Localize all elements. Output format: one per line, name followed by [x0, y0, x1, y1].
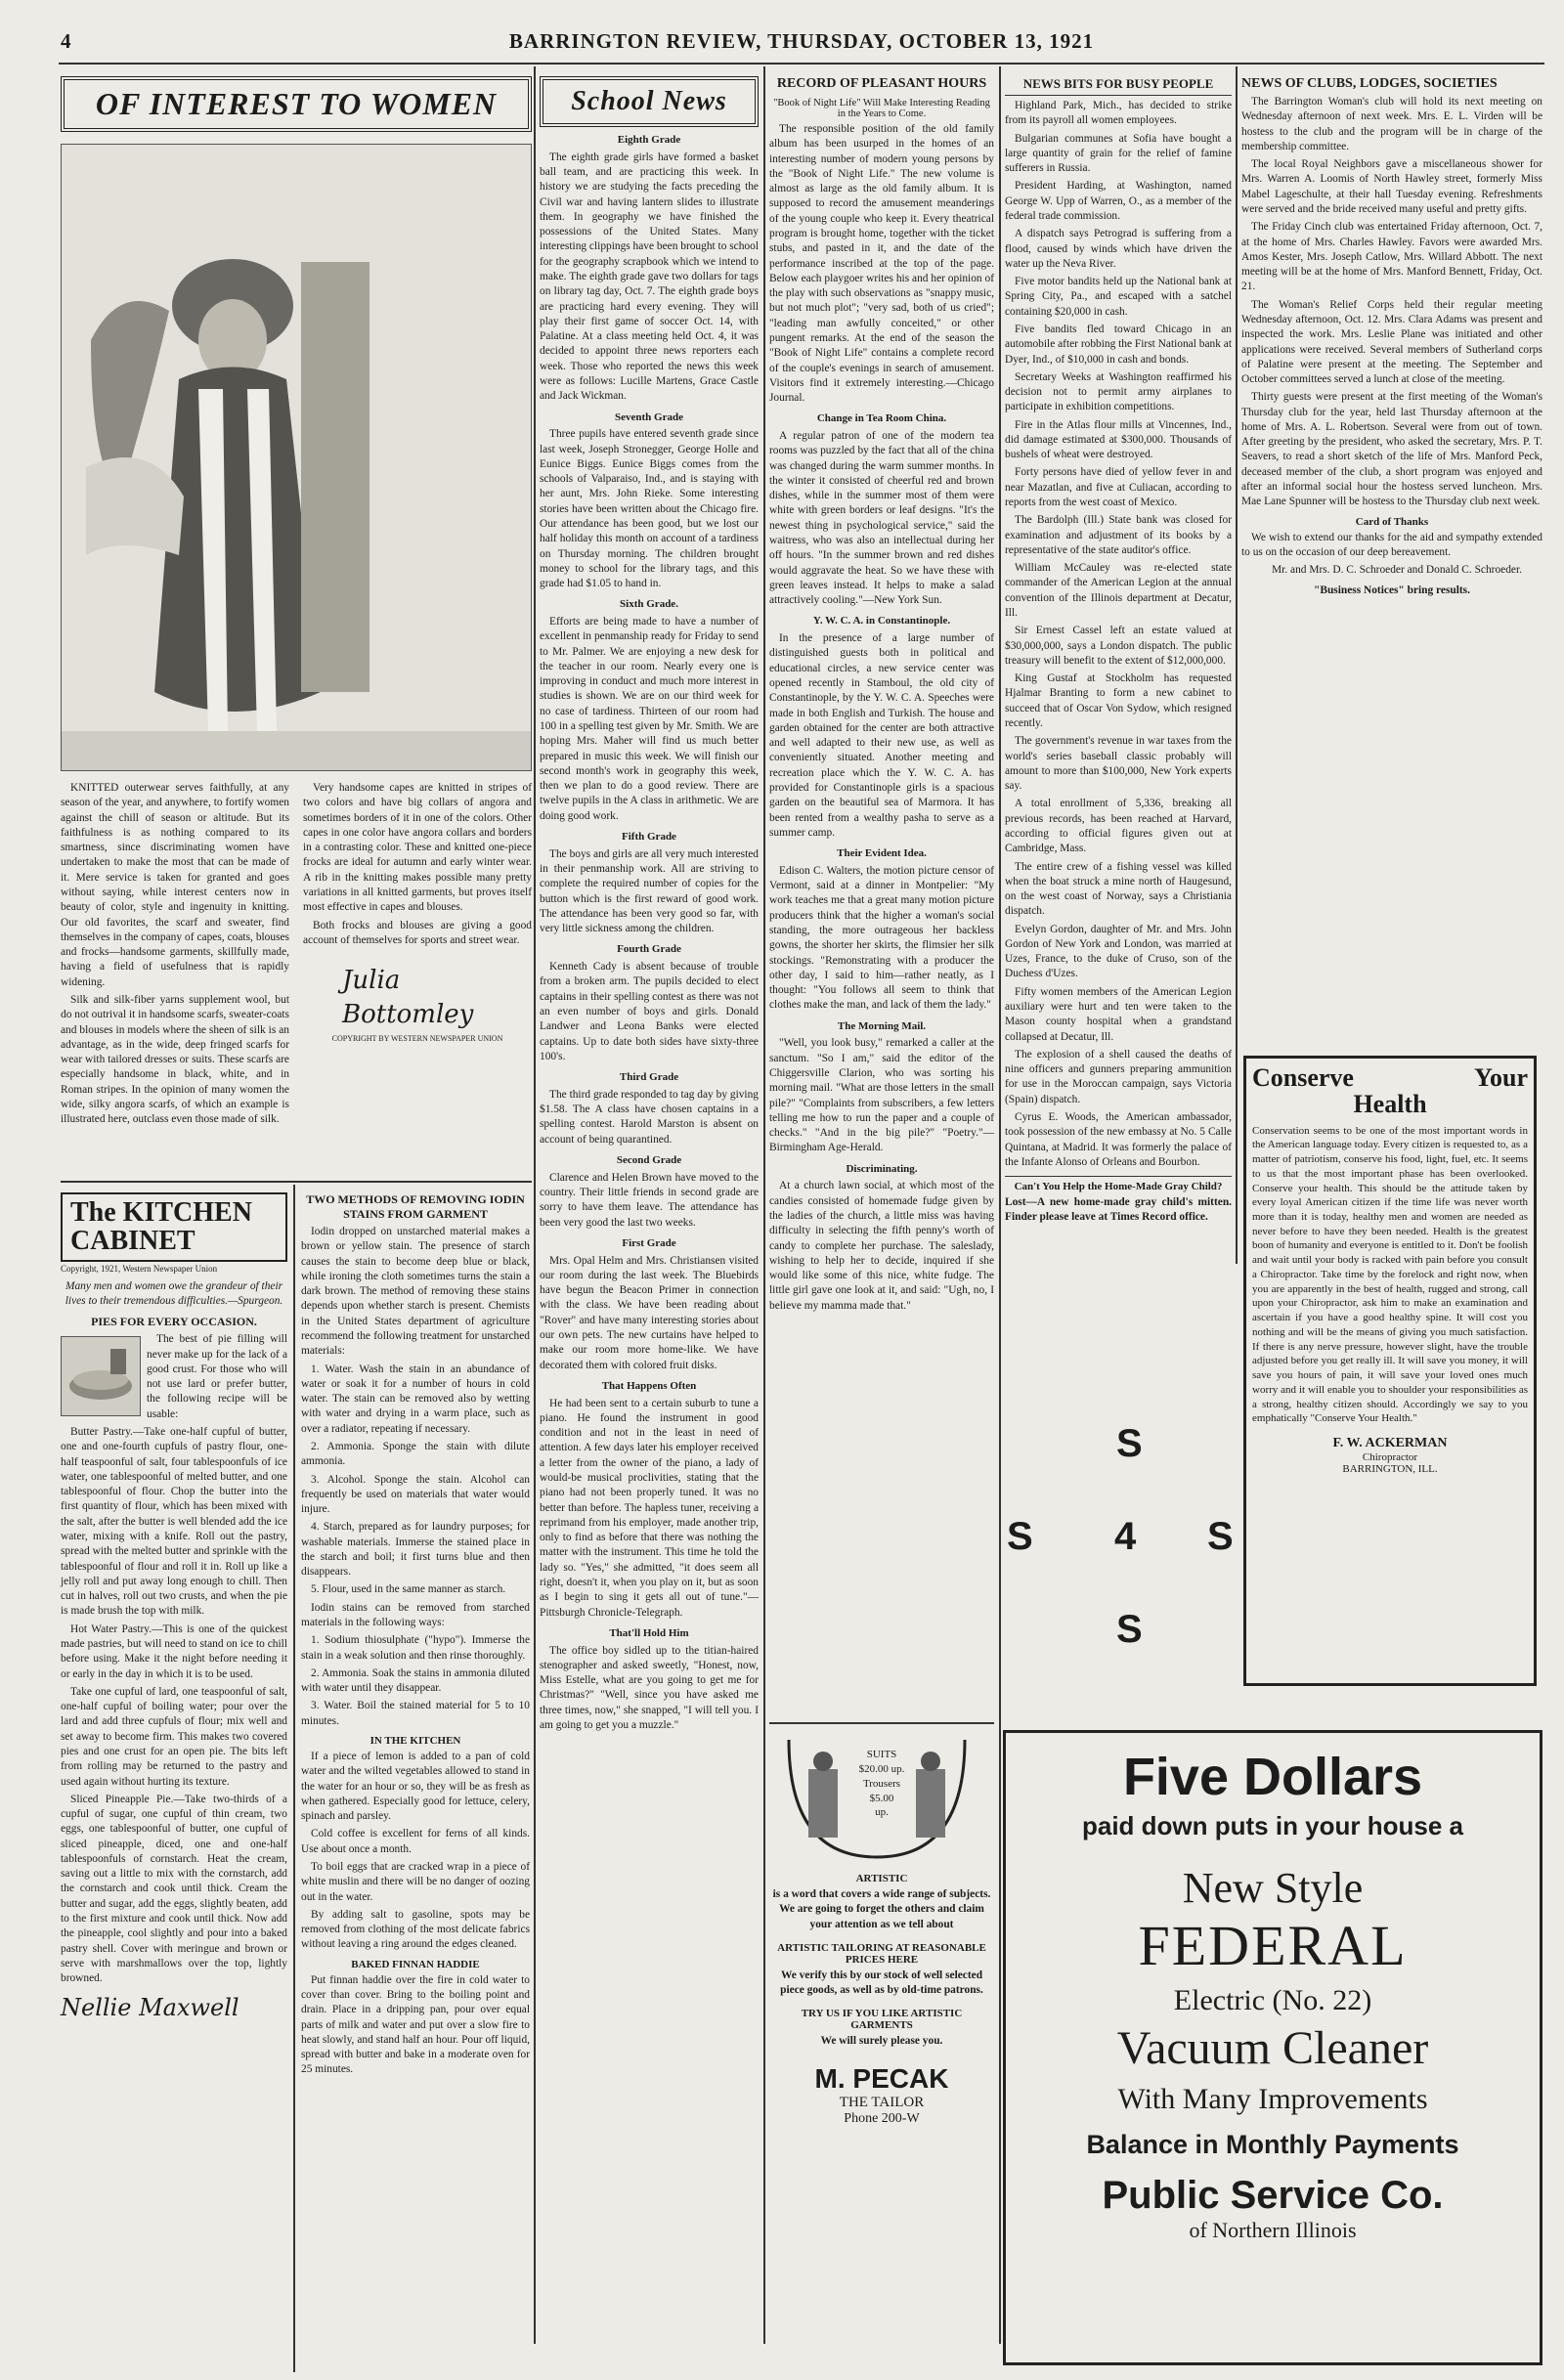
logo-line: The KITCHEN — [70, 1197, 252, 1228]
paragraph: Butter Pastry.—Take one-half cupful of butter, one and one-fourth cupfuls of pastry flour, one-half teaspoonful of salt, four tablespoonfuls of ice water, one tablespoonful of melted butter, and one tablespoonful of flour. Chop the butter into the first quantity of flour, which has been mixed with the salt, after the butter is well blended add the ice water, mixing with a knife. Roll out the pastry, spread with the melted butter and sprinkle with the tablespoonful of flour and roll it in. Roll up like a jelly roll and put away long enough to chill. Then cut in halves, roll out two crusts, and when the pie is made brush the top with milk. — [61, 1426, 287, 1618]
paragraph: Iodin dropped on unstarched material makes a brown or yellow stain. The presence of starch causes the stain to become deep blue or black, while ironing the cloth sometimes turns the stain a dark brown. The method of removing these stains depends upon whether starch is present. Chemists in the United States department of agriculture recommend the following treatment for unstarched materials: — [301, 1226, 530, 1358]
woman-with-scarf-image — [62, 145, 531, 770]
finnan-text — [301, 1973, 530, 2078]
heading: Y. W. C. A. in Constantinople. — [812, 615, 951, 627]
tailor-title: THE TAILOR — [839, 2094, 925, 2110]
paragraph: Evelyn Gordon, daughter of Mr. and Mrs. John Gordon of New York and London, was married at Uzes, France, to the duke of Cruso, son of the Duchess d'Uzes. — [1005, 923, 1232, 980]
ad-line: Public Service Co. — [1102, 2174, 1444, 2217]
paragraph: Sliced Pineapple Pie.—Take two-thirds of a cupful of sugar, one cupful of thin cream, two eggs, one tablespoonful of butter, one cupful of sliced pineapple, diced, one and one-half tablespoonfuls of cornstarch. Heat the cream, saving out a little to mix with the cornstarch, add the cornstarch and cook until thick. Cream the butter and sugar, add the eggs, slightly beaten, add to the first mixture and cook until thick. Now add the pineapple, cool slightly and pour into a baked pastry shell. Cover with meringue and brown or serve with marshmallows over the top, lightly browned. — [61, 1793, 287, 1985]
sign-text: $20.00 up. — [858, 1762, 905, 1775]
column-rule — [534, 66, 536, 2344]
paragraph: 5. Flour, used in the same manner as starch. — [311, 1583, 506, 1596]
grade-heading: Sixth Grade. — [620, 598, 678, 611]
paragraph: The third grade responded to tag day by giving $1.58. The A class have chosen captains in a spelling contest. Harold Marston is absent on account of being quarantined. — [540, 1088, 759, 1146]
thanks-text — [1241, 531, 1542, 579]
s4s-letter: S — [1007, 1515, 1033, 1558]
grade-heading: Fifth Grade — [622, 831, 676, 844]
ad-line: Five Dollars — [1122, 1748, 1423, 1806]
subheading: TRY US IF YOU LIKE ARTISTIC GARMENTS — [801, 2008, 963, 2032]
paragraph: We wish to extend our thanks for the aid and sympathy extended to us on the occasion of our deep bereavement. — [1241, 531, 1542, 558]
heading: NEWS BITS FOR BUSY PEOPLE — [1005, 76, 1232, 96]
paragraph: 3. Alcohol. Sponge the stain. Alcohol can frequently be used on materials that water would injure. — [301, 1473, 530, 1516]
paragraph: A total enrollment of 5,336, breaking all previous records, has been reached at Harvard, according to official figures given out at Cambridge, Mass. — [1005, 798, 1232, 855]
lost-notice: Lost—A new home-made gray child's mitten. Finder please leave at Times Record office. — [1005, 1196, 1232, 1224]
paragraph: A dispatch says Petrograd is suffering from a flood, caused by winds which have driven the water up the Neva River. — [1005, 228, 1232, 270]
paragraph: The eighth grade girls have formed a basket ball team, and are practicing this week. In history we are studying the facts preceding the Civil war and having lantern slides to illustrate them. In geography we have finished the possessions of the United States. Many interesting clippings have been brought to school for the geography scrapbook which we intend to make. The eighth grade gave two dollars for tags on library tag day, Oct. 7. The eighth grade boys are practicing hard every evening. They will play their first game of soccer Oct. 14, with Palatine. At a class meeting held Oct. 4, it was decided to appoint three news reporters each week. Those who reported the news this week were as follows: Lucille Martens, Grace Castle and Jack Wickman. — [540, 151, 759, 403]
paragraph: Mrs. Opal Helm and Mrs. Christiansen visited our room during the last week. The Bluebirds have begun the Beacon Primer in connection with the class. We have been reading about "Rover" and have many interesting stories about our own pets. The new curtains have helped to make our room more home-like. We have decorated them with colored fruit disks. — [540, 1254, 759, 1371]
s4s-letter: S — [1207, 1515, 1234, 1558]
kitchen-cabinet-section — [61, 1192, 287, 2370]
ad-title — [1252, 1064, 1528, 1091]
paragraph: Silk and silk-fiber yarns supplement wool, but do not outrival it in handsome scarfs, sweater-coats and blouses in models where the sheen of silk is an advantage, as in the wide, deep fringed scarfs for wear with tailored dresses or suits. These scarfs are especially handsome in black, white, and in Roman stripes. In the opinion of many women the wide, silky angora scarfs, of which an example is illustrated here, outclass even those made of silk. — [61, 993, 289, 1126]
paragraph: President Harding, at Washington, named George W. Upp of Warren, O., as a member of the federal trade commission. — [1005, 180, 1232, 222]
section-title: OF INTEREST TO WOMEN — [61, 76, 532, 132]
paragraph: The local Royal Neighbors gave a miscellaneous shower for Mrs. Warren A. Loomis of North Hawley street, formerly Miss Mabel Lageschulte, at their hall Tuesday evening. Refreshments were served and the bride received many useful and pretty gifts. — [1241, 158, 1542, 215]
s4s-ad — [1007, 1422, 1232, 1686]
pecak-tailor-ad — [769, 1722, 994, 2369]
pie-icon — [61, 1336, 141, 1416]
copyright-line: COPYRIGHT BY WESTERN NEWSPAPER UNION — [331, 1033, 503, 1043]
sign-text: Trousers — [862, 1777, 901, 1790]
paragraph: Secretary Weeks at Washington reaffirmed his decision not to permit army airplanes to participate in exhibition competitions. — [1005, 370, 1232, 413]
signature: Nellie Maxwell — [61, 1994, 239, 2022]
paragraph: Hot Water Pastry.—This is one of the quickest made pastries, but will need to stand on ice to chill before using. Make it the night before needing it or early in the day in which it is to be used. — [61, 1623, 287, 1680]
clubs-section — [1241, 76, 1542, 1015]
paragraph: The Woman's Relief Corps held their regular meeting Wednesday afternoon, Oct. 12. Mrs. Clara Adams was present and inspected the work. Mrs. Leslie Plane was initiated and other applications were received. Several members of Sutherland corps of Palatine were present at the meeting. The September and October committees served a lunch at close of the meeting. — [1241, 298, 1542, 386]
tailor-name: M. PECAK — [814, 2062, 949, 2094]
heading: TWO METHODS OF REMOVING IODIN STAINS FROM GARMENT — [306, 1192, 525, 1221]
heading: NEWS OF CLUBS, LODGES, SOCIETIES — [1241, 76, 1498, 91]
paragraph: At a church lawn social, at which most of the candies consisted of homemade fudge given by the ladies of the church, a little miss was having difficulty in selecting the fifth penny's worth of candy to complete her purchase. The saleslady, wishing to help her to decide, inquired if she would like some of this nice, white fudge. The little girl gave one look at it, and said: "Ugh, no, I believe my mamma made that." — [769, 1180, 994, 1312]
paragraph: Efforts are being made to have a number of excellent in penmanship ready for Friday to send to Mr. Palmer. We are enjoying a new desk for the teacher in our room. Nearly every one is improving in conduct and much more interest in studies is shown. We are on our third week for no case of tardiness. Thirteen of our room had 100 in a spelling test given by Mr. Smith. We are hoping Mrs. Maher will find us much better prepared in music this week. We will finish our second month's work in geography this week, then we plan to do a good review. There are twelve pupils in the A class in arithmetic. We are doing good work. — [540, 616, 759, 822]
school-news-section — [540, 76, 759, 2368]
paragraph: Forty persons have died of yellow fever in and near Mazatlan, and five at Culiacan, according to reports from the west coast of Mexico. — [1005, 466, 1232, 509]
paragraph: Clarence and Helen Brown have moved to the country. Their little friends in second grade are sorry to have them leave. The attendance has been very good the last two weeks. — [540, 1171, 759, 1229]
suit-price-sign — [849, 1748, 914, 1820]
paragraph: Five bandits fled toward Chicago in an automobile after robbing the First National bank at Dyer, Ind., of $10,000 in cash and bonds. — [1005, 323, 1232, 366]
paragraph: 1. Sodium thiosulphate ("hypo"). Immerse the stain in a weak solution and then rinse thoroughly. — [301, 1634, 530, 1662]
news-bits-section — [1005, 76, 1232, 1224]
page-number: 4 — [61, 29, 71, 53]
conserve-health-ad — [1243, 1056, 1537, 1686]
paragraph: Five motor bandits held up the National bank at Spring City, Pa., and escaped with a satchel containing $20,000 in cash. — [1005, 276, 1232, 318]
masthead: BARRINGTON REVIEW, THURSDAY, OCTOBER 13, 1921 — [508, 29, 1095, 53]
paragraph: King Gustaf at Stockholm has requested Hjalmar Branting to form a new cabinet to succeed that of Oscar Von Sydow, which resigned recently. — [1005, 672, 1232, 729]
heading: Can't You Help the Home-Made Gray Child? — [1005, 1176, 1232, 1192]
ad-text: Conservation seems to be one of the most important words in the American language today. Every citizen is requested to, as a matter of patriotism, conserve his food, light, fuel, etc. It seems to us that the most important phase has been overlooked. Conserve your health. This should be the attitude taken by every loyal American citizen if the time life was never worth more than it is today, healthy men and women are needed as never before to have they been needed. Health is the greatest boon of humanity and everyone is entitled to it. Don't be foolish and wait until your body is racked with pain before you consult a Chiropractor. Take time by the forelock and right now, when you are apparently in the best of health, rugged and strong, call upon your Chiropractor, ask him to make an examination and ascertain if you have a good healthy spine. It will cost you nothing and will be the means of giving you much satisfaction. If there is any nerve pressure, however slight, have the trouble adjusted before you get really ill. It will save you money, it will save you hours of pain, it will save your loved ones much worry and it will enable you to shoulder your responsibilities as a strong, healthy citizen should. Accordingly we say to you emphatically "Conserve Your Health." — [1252, 1124, 1528, 1425]
column-rule — [999, 66, 1001, 2344]
masthead-rule — [59, 63, 1544, 65]
paragraph: A regular patron of one of the modern tea rooms was puzzled by the fact that all of the china was changed during the warm summer months. In the winter it consisted of cheerful red and brown dishes, while in the summer most of them were white with green borders or leaf designs. "It's the newest thing in psychological service," said the waitress, who was also an intellectual during her off hours. "In the summer brown and red dishes would aggravate the heat. So we have these with green leaves instead. It helps to make a salad attractively cooling."—New York Sun. — [769, 430, 994, 607]
paragraph: 1. Water. Wash the stain in an abundance of water or soak it for a number of hours in cold water. The stain can be removed also by wetting with water and drying in a warm place, such as over a radiator, repeating if necessary. — [301, 1363, 530, 1435]
paragraph: Iodin stains can be removed from starched materials in the following ways: — [301, 1601, 530, 1629]
chiropractor-town: BARRINGTON, ILL. — [1342, 1463, 1438, 1476]
paragraph: Both frocks and blouses are giving a good account of themselves for sports and street wear. — [303, 919, 532, 946]
in-kitchen-text — [301, 1750, 530, 1953]
kitchen-cabinet-logo — [61, 1192, 287, 1262]
paragraph: Mr. and Mrs. D. C. Schroeder and Donald C. Schroeder. — [1272, 564, 1522, 577]
paragraph: 2. Ammonia. Soak the stains in ammonia diluted with water until they disappear. — [301, 1666, 530, 1695]
paragraph: Three pupils have entered seventh grade since last week, Joseph Stronegger, George Holle and Eunice Biggs. Eunice Biggs comes from the schools of Valparaiso, Ind., and is staying with her aunt, Mrs. John Rieke. Some interesting stories have been written about the Chicago fire. Our attendance has been good, but we lost our half holiday this month on account of a tardiness on Thursday morning. The children brought money to school for the library tags, and this grade had $1.05 to hand in. — [540, 428, 759, 590]
women-text-right — [303, 781, 532, 1130]
heading: Card of Thanks — [1355, 515, 1429, 528]
heading: BAKED FINNAN HADDIE — [351, 1958, 480, 1970]
ad-line: Electric (No. 22) — [1173, 1984, 1372, 2016]
section-title: School News — [540, 76, 759, 127]
phone-number: Phone 200-W — [844, 2110, 920, 2126]
s4s-letter: S — [1116, 1608, 1143, 1651]
news-bits-text — [1005, 99, 1232, 1170]
paragraph: Cold coffee is excellent for ferns of all kinds. Use about once a month. — [301, 1828, 530, 1855]
paragraph: "Well, you look busy," remarked a caller at the sanctum. "So I am," said the editor of the Chiggersville Clarion, who was sorting his morning mail. "What are those letters in the small pile?" "Complaints from subscribers, a few letters telling me how to run the paper and a couple of checks." "And in the big pile?" "Poetry."—Birmingham Age-Herald. — [769, 1037, 994, 1154]
signature: Julia Bottomley — [342, 966, 474, 1029]
paragraph: Highland Park, Mich., has decided to strike from its payroll all women employees. — [1005, 100, 1232, 127]
paragraph: Kenneth Cady is absent because of trouble from a broken arm. The pupils decided to elect captains in their spelling contest as there was not an even number of boys and girls. Donald Landwer and Leona Banks were elected captains. Up to date both sides have sixty-three 100's. — [540, 961, 759, 1062]
paragraph: KNITTED outerwear serves faithfully, at any season of the year, and anywhere, to fortify women against the chill of season or altitude. But its faithfulness is as nothing compared to its smartness, since discriminating women have undertaken to make the most that can be made of it. Mere service is taken for granted and goes without saying, while interest centers now in beauty of color, style and ingenuity in knitting. Our old favorites, the scarf and sweater, find themselves in the company of capes, coats, blouses and frocks—handsome garments, skillfully made, having a field of usefulness that is rapidly widening. — [61, 782, 289, 988]
paragraph: To boil eggs that are cracked wrap in a piece of white muslin and there will be no danger of oozing out in the water. — [301, 1860, 530, 1903]
sign-text: SUITS — [866, 1749, 897, 1760]
column-rule — [763, 66, 765, 2344]
clubs-text — [1241, 95, 1542, 510]
paragraph: Edison C. Walters, the motion picture censor of Vermont, said at a dinner in Montpelier: "My work teaches me that a great many motion picture producers think that the higher a woman's social standing, the more outrageous her backless gowns, the shorter her skirts, the flimsier her silk stockings. "Remonstrating with a producer the other day, I said to him—rather neatly, as I thought: "You follows all seem to think that clothes make the man, and lack of them the lady." — [769, 864, 994, 1012]
title-text: Conserve — [1252, 1063, 1354, 1092]
story-heading: That'll Hold Him — [609, 1626, 689, 1639]
chiropractor-name: F. W. ACKERMAN — [1332, 1436, 1448, 1451]
paragraph: Cyrus E. Woods, the American ambassador, took possession of the new embassy at No. 5 Calle Quintana, at Madrid. It was formerly the palace of the Infante Alonso of Orleans and Bourbon. — [1005, 1111, 1232, 1168]
paragraph: The office boy sidled up to the titian-haired stenographer and asked sweetly, "Honest, now, Miss Estelle, what are you going to get me for Christmas?" "Well, since you have asked me three times, now," she snapped, "I will tell you. I am going to get you a muzzle." — [540, 1644, 759, 1731]
ad-text: We will surely please you. — [820, 2035, 943, 2048]
grade-heading: Fourth Grade — [617, 943, 681, 956]
subheading: "Book of Night Life" Will Make Interesting Reading in the Years to Come. — [773, 98, 990, 119]
ad-line: Balance in Monthly Payments — [1086, 2130, 1459, 2159]
s4s-letter: S — [1116, 1422, 1143, 1465]
grade-heading: Third Grade — [619, 1071, 679, 1084]
heading: PIES FOR EVERY OCCASION. — [91, 1315, 257, 1329]
school-text — [540, 133, 759, 1733]
paragraph: Thirty guests were present at the first meeting of the Woman's Thursday club for the year, held last Thursday afternoon at the home of Mrs. A. L. Robertson. Several were from out of town. After greeting by the president, who asked the secretary, Mrs. P. T. Seavers, to read a short sketch of the life of Mrs. Manford Peck, deceased member of the club, a short program was enjoyed and after an informal social hour the hostess served luncheon. Mrs. Mae Lane Spunner will be hostess to the Thursday club next week. — [1241, 391, 1542, 508]
tailor-illustration — [769, 1730, 994, 1867]
paragraph: If a piece of lemon is added to a pan of cold water and the wilted vegetables allowed to stand in the water for an hour or so, they will be as fresh as when gathered. Especially good for lettuce, celery, spinach and parsley. — [301, 1751, 530, 1823]
women-section — [61, 76, 532, 1176]
paragraph: The Friday Cinch club was entertained Friday afternoon, Oct. 7, at the home of Mrs. Charles Hawley. Favors were awarded Mrs. Amos Kester, Mrs. Joseph Catlow, Mrs. Willard Abbott. The next meeting will be at the home of Mrs. Manford Bennett, Friday, Oct. 21. — [1241, 221, 1542, 293]
paragraph: The Barrington Woman's club will hold its next meeting on Wednesday afternoon of next week. Mrs. E. L. Virden will be hostess to the club and the program will be in charge of the membership committee. — [1241, 96, 1542, 152]
paragraph: By adding salt to gasoline, spots may be removed from clothing of the most delicate fabrics without leaving a ring around the edges cleaned. — [301, 1908, 530, 1951]
grade-heading: First Grade — [622, 1236, 676, 1249]
sign-text: up. — [875, 1806, 889, 1819]
women-text-left — [61, 781, 289, 1130]
paragraph: The boys and girls are all very much interested in their penmanship work. All are striving to complete the required number of copies for the button which is the first reward of good work. The attendance has been very good so far, with very little sickness among the children. — [540, 847, 759, 935]
paragraph: Fifty women members of the American Legion auxiliary were hurt and ten were taken to the Mason county hospital when a grandstand collapsed at Decatur, Ill. — [1005, 985, 1232, 1043]
column-rule — [293, 1185, 295, 2372]
paragraph: He had been sent to a certain suburb to tune a piano. He found the instrument in good condition and not in the least in need of attention. A few days later his employer received a letter from the owner of the piano, a lady of would-be musical proclivities, stating that the piano had not been properly tuned. It was no better than before. The hapless tuner, receiving a reprimand from his employer, made another trip, only to find as before that there was nothing the matter with the instrument. This time he told the lady so. "Yes," she admitted, "it does seem all right, doesn't it, when you play on it, but as soon as I begin to sing it gets all out of tune."—Pittsburgh Chronicle-Telegraph. — [540, 1397, 759, 1619]
subheading: ARTISTIC TAILORING AT REASONABLE PRICES HERE — [777, 1941, 986, 1966]
paragraph: In the presence of a large number of distinguished guests both in political and educational circles, a new service center was opened recently in Stamboul, the old city of Constantinople, by the Y. W. C. A. Speeches were made in both English and Turkish. The house and garden obtained for the center are both attractive and well adapted to their new use, as well as conveniently situated. Another meeting and recreation place which the Y. W. C. A. has provided for Constantinople girls is a spacious garden on the beautiful sea of Marmora. It has been rented from a wealthy pasha to serve as a summer camp. — [769, 632, 994, 839]
record-text — [769, 122, 994, 1314]
ad-line: With Many Improvements — [1117, 2083, 1428, 2115]
business-notice: "Business Notices" bring results. — [1314, 584, 1470, 597]
title-text: Your — [1474, 1063, 1528, 1092]
quote: Many men and women owe the grandeur of their lives to their tremendous difficulties.—Spurgeon. — [65, 1279, 283, 1308]
paragraph: The Bardolph (Ill.) State bank was closed for examination and adjustment of its books by a representative of the state auditor's office. — [1005, 514, 1232, 556]
grade-heading: Seventh Grade — [615, 411, 683, 423]
paragraph: Put finnan haddie over the fire in cold water to cover than cover. Bring to the boiling point and drain. Place in a dripping pan, pour over equal parts of milk and water and put over a slow fire to heat slowly, and stand half an hour. Pour off liquid, spread with butter and bake in a moderate oven for 25 minutes. — [301, 1973, 530, 2076]
paragraph: The best of pie filling will never make up for the lack of a good crust. For those who will not use lard or prefer butter, the following recipe will be usable: — [147, 1333, 287, 1420]
paragraph: 4. Starch, prepared as for laundry purposes; for washable materials. Immerse the stained place in the starch and boil; it first turns blue and then disappears. — [301, 1521, 530, 1579]
paragraph: Sir Ernest Cassel left an estate valued at $30,000,000, says a London dispatch. The public treasury will benefit to the extent of $12,000,000. — [1005, 625, 1232, 667]
heading: IN THE KITCHEN — [369, 1735, 461, 1747]
copyright-line: Copyright, 1921, Western Newspaper Union — [61, 1263, 218, 1274]
heading: ARTISTIC — [855, 1873, 908, 1884]
fashion-illustration — [61, 144, 532, 771]
grade-heading: Eighth Grade — [617, 134, 681, 146]
ad-text: is a word that covers a wide range of subjects. We are going to forget the others and claim your attention as we tell about — [772, 1888, 991, 1930]
heading: Change in Tea Room China. — [816, 412, 947, 425]
paragraph: 3. Water. Boil the stained material for 5 to 10 minutes. — [301, 1700, 530, 1727]
federal-vacuum-ad — [1003, 1730, 1542, 2365]
heading: Discriminating. — [846, 1162, 918, 1175]
heading: The Morning Mail. — [837, 1019, 927, 1032]
title-text: Health — [1353, 1090, 1427, 1119]
chiropractor-role: Chiropractor — [1362, 1451, 1418, 1464]
heading: RECORD OF PLEASANT HOURS — [776, 76, 987, 91]
record-section — [769, 76, 994, 1718]
heading: Their Evident Idea. — [837, 847, 927, 860]
ad-text: We verify this by our stock of well selected piece goods, as well as by old-time patrons. — [780, 1969, 983, 1997]
story-heading: That Happens Often — [601, 1379, 697, 1392]
paragraph: Very handsome capes are knitted in stripes of two colors and have big collars of angora and sometimes borders of it in one of the colors. Other capes in one color have angora collars and borders in a contrasting color. These and knitted one-piece frocks are ideal for autumn and early winter wear. A rib in the knitting makes possible many pretty variations in all knitted garments, but proves itself most effective in capes and blouses. — [303, 782, 532, 914]
ad-line: New Style — [1182, 1864, 1364, 1912]
paragraph: 2. Ammonia. Sponge the stain with dilute ammonia. — [301, 1440, 530, 1468]
logo-line: CABINET — [70, 1226, 196, 1257]
grade-heading: Second Grade — [616, 1154, 682, 1166]
iodin-section — [301, 1192, 530, 2370]
sign-text: $5.00 — [869, 1792, 894, 1804]
column-rule — [1236, 66, 1238, 1264]
ad-line: of Northern Illinois — [1189, 2218, 1357, 2242]
s4s-letter: 4 — [1114, 1515, 1137, 1558]
paragraph: Bulgarian communes at Sofia have bought a large quantity of grain for the relief of famine sufferers in Russia. — [1005, 132, 1232, 175]
ad-line: FEDERAL — [1138, 1914, 1408, 1977]
ad-line: Vacuum Cleaner — [1116, 2022, 1429, 2074]
paragraph: Take one cupful of lard, one teaspoonful of salt, one-half cupful of boiling water; pour over the lard and add three cupfuls of flour; mix well and set away to become firm. This makes two covered pies and one crust for an open pie. The bits left from rolling may be returned to the pastry and used again without hurting its texture. — [61, 1685, 287, 1788]
section-rule — [61, 1181, 532, 1183]
iodin-text — [301, 1225, 530, 1729]
paragraph: Fire in the Atlas flour mills at Vincennes, Ind., did damage estimated at $300,000. Thousands of bushels of wheat were destroyed. — [1005, 418, 1232, 461]
ad-line: paid down puts in your house a — [1081, 1811, 1463, 1840]
paragraph: William McCauley was re-elected state commander of the American Legion at the annual convention of the Illinois department at Decatur, Ill. — [1005, 562, 1232, 619]
paragraph: The explosion of a shell caused the deaths of nine officers and gunners preparing ammunition for use in the Moroccan campaign, says Victoria (Spain) dispatch. — [1005, 1048, 1232, 1105]
paragraph: The entire crew of a fishing vessel was killed when the boat struck a mine north of Haugesund, on the west coast of Norway, says a Christiania dispatch. — [1005, 860, 1232, 918]
paragraph: The government's revenue in war taxes from the world's series baseball classic probably will amount to more than $100,000, New York experts say. — [1005, 735, 1232, 793]
kitchen-text — [61, 1332, 287, 1986]
paragraph: The responsible position of the old family album has been usurped in the homes of an interesting number of modern young persons by the "Book of Night Life." The new volume is almost as large as the old family album. It is supposed to record the amusement meanderings of the young couple who keep it. Every theatrical program is brought home, together with the ticket stubs, and pasted in it, and the date of the performance inscribed at the top of the page. Below each playgoer writes his and her opinion of the play with such observations as "snappy music, but not much plot"; "very sad, both of us cried"; "leading man awfully conceited," or other pungent remarks. At the end of the season the "Book of Night Life" contains a complete record of the couple's evenings in search of amusement. Visitors find it extremely interesting.—Chicago Journal. — [769, 123, 994, 405]
